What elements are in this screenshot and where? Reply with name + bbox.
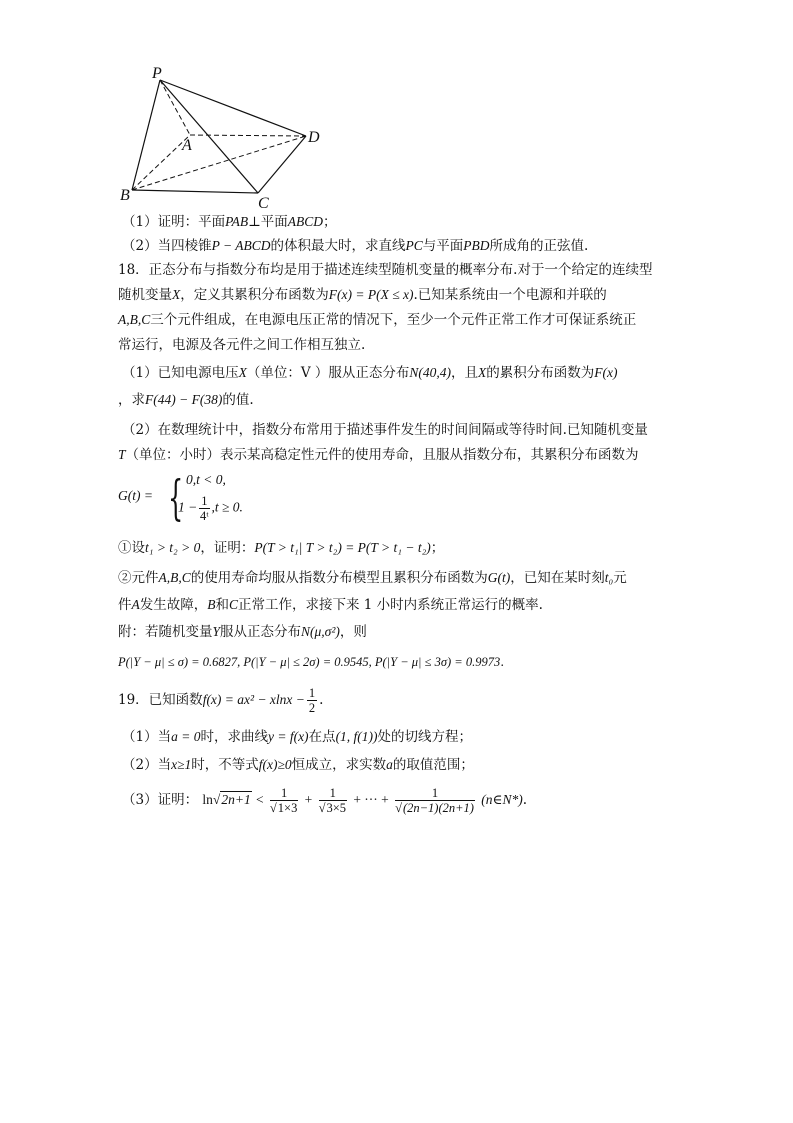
edge-PC [160, 80, 258, 193]
q19-sub3: （3）证明： ln√2n+1 < $\frac{1}{√1\times 3}$ + $\frac{1}{√3\times 5}$ + ··· + $\frac{1}{√(2n-1)(2n+1)}$ (n∈N*). [122, 786, 528, 815]
q18-sub1: （1）已知电源电压X（单位：V ）服从正态分布N(40,4)，且X的累积分布函数为F(x) [122, 365, 618, 381]
q18-sub2-line2: T（单位：小时）表示某高稳定性元件的使用寿命，且服从指数分布，其累积分布函数为 [118, 447, 639, 463]
q19-sub1: （1）当a = 0时，求曲线y = f(x)在点(1, f(1))处的切线方程； [122, 729, 473, 745]
q18-claim2-cont: 件A发生故障，B和C正常工作，求接下来 1 小时内系统正常运行的概率. [118, 597, 543, 613]
edge-AD [190, 135, 306, 136]
q17-part1: （1）证明：平面PAB⊥平面ABCD； [122, 214, 337, 230]
q18-line3: A,B,C三个元件组成，在电源电压正常的情况下，至少一个元件正常工作才可保证系统正 [118, 312, 637, 328]
q18-claim2: ②元件A,B,C的使用寿命均服从指数分布模型且累积分布函数为G(t)，已知在某时刻t₀元 [118, 570, 627, 586]
label-D: D [308, 129, 320, 146]
edge-PD [160, 80, 306, 136]
edge-BD [132, 136, 306, 190]
label-P: P [152, 65, 162, 82]
q18-appendix-formula: P(|Y − μ| ≤ σ) = 0.6827, P(|Y − μ| ≤ 2σ) = 0.9545, P(|Y − μ| ≤ 3σ) = 0.9973. [118, 654, 505, 669]
q18-line1: 18．正态分布与指数分布均是用于描述连续型随机变量的概率分布.对于一个给定的连续型 [118, 262, 653, 278]
label-C: C [258, 195, 269, 210]
label-B: B [120, 187, 130, 204]
q19-sub2: （2）当x≥1时，不等式f(x)≥0恒成立，求实数a的取值范围； [122, 757, 474, 773]
edge-PB [132, 80, 160, 190]
q19-stem: 19．已知函数f(x) = ax² − xlnx − $\frac{1}{2}$ . [118, 686, 324, 715]
cdf-piecewise: G(t) = { 0,t < 0, 1 − $\frac{1}{\text{4ᵗ}}$ ,t ≥ 0. [118, 470, 243, 526]
q18-sub2-line1: （2）在数理统计中，指数分布常用于描述事件发生的时间间隔或等待时间.已知随机变量 [122, 422, 648, 438]
edge-CD [258, 136, 306, 193]
q18-line4: 常运行，电源及各元件之间工作相互独立. [118, 337, 366, 353]
q17-part2: （2）当四棱锥P − ABCD的体积最大时，求直线PC与平面PBD所成角的正弦值. [122, 238, 589, 254]
q18-sub1-cont: ，求F(44) − F(38)的值. [118, 392, 254, 408]
pyramid-figure [110, 60, 350, 210]
q18-appendix: 附：若随机变量Y服从正态分布N(μ,σ²)，则 [118, 624, 367, 640]
q18-line2: 随机变量X，定义其累积分布函数为F(x) = P(X ≤ x).已知某系统由一个电源和并联的 [118, 287, 607, 303]
edge-BC [132, 190, 258, 193]
label-A: A [182, 137, 192, 154]
edge-PA [160, 80, 190, 135]
q18-claim1: ①设t₁ > t₂ > 0，证明：P(T > t₁| T > t₂) = P(T > t₁ − t₂)； [118, 540, 445, 556]
